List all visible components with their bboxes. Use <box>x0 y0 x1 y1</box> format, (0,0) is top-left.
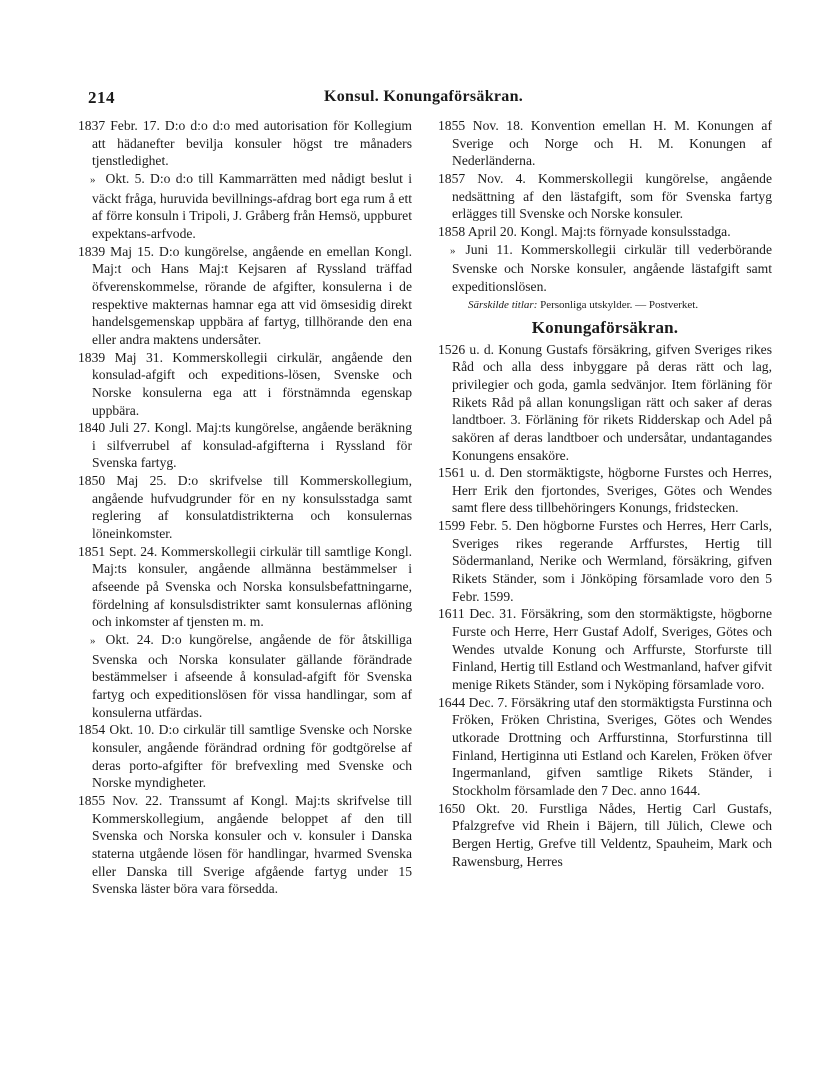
entry-1839-maj-31: 1839 Maj 31. Kommerskollegii cirkulär, angående den konsulad-afgift och expeditions-lösen, Svenske och Norske konsulerna ega att i förstnämnda egenskap uppbära. <box>78 349 412 418</box>
entry-1850-maj-25: 1850 Maj 25. D:o skrifvelse till Kommerskollegium, angående hufvudgrunder för en ny konsulsstadga samt reglering af konsulatdistrikterna och konsulernas löneinkomster. <box>78 473 412 542</box>
entry-1858-juni-11 <box>438 241 772 296</box>
entry-1839-maj-15: 1839 Maj 15. D:o kungörelse, angående en emellan Kongl. Maj:t och Hans Maj:t Kejsaren af Ryssland träffad öfverenskommelse, rörande de afgifter, konsulerna i de respektive makternas hamnar ega att vid ömsesidig direkt handelsgemenskap uppbära af fartyg, tillhörande den ena eller andra maktens undersåter. <box>78 243 412 347</box>
note-label: Särskilde titlar: <box>468 298 538 311</box>
entry-1855-nov-22: 1855 Nov. 22. Transsumt af Kongl. Maj:ts skrifvelse till Kommerskollegium, angående beloppet af den till Svenska och Norska konsuler och v. konsuler i Danska staterna utgående lösen för handlingar, hvarmed Svenska eller Danska till Sverige afgående fartyg under 15 Svenska läster böra vara försedda. <box>78 792 412 897</box>
ditto-mark: » <box>90 635 96 648</box>
left-column <box>78 117 412 898</box>
entry-1858-april-20: 1858 April 20. Kongl. Maj:ts förnyade konsulsstadga. <box>438 223 731 239</box>
entry-1599-febr-5: 1599 Febr. 5. Den högborne Furstes och Herres, Herr Carls, Sveriges rikes regerande Arffurstes, Hertig till Södermanland, Nerike och Wermland, försäkring, gifven Rikets Ständer, som i Jönköping församlade voro den 5 Febr. 1599. <box>438 518 772 604</box>
note-text: Personliga utskylder. — Postverket. <box>540 298 699 311</box>
running-head: Konsul. Konungaförsäkran. <box>324 88 524 105</box>
entry-1837-febr-17: 1837 Febr. 17. D:o d:o d:o med autorisation för Kollegium att hädanefter bevilja konsuler högst tre månaders tjenstledighet. <box>78 118 412 169</box>
right-column <box>438 117 772 870</box>
entry-1857-nov-4: 1857 Nov. 4. Kommerskollegii kungörelse, angående nedsättning af den lästafgift, som för Svenska fartyg erlägges till Svenske och Norske konsuler. <box>438 170 772 222</box>
entry-1851-okt-24 <box>78 631 412 721</box>
entry-text: Okt. 5. D:o d:o till Kammarrätten med nådigt beslut i väckt fråga, huruvida bevillnings-afdrag bort ega rum å ett af förre konsuln i Tripoli, J. Gråberg från Hemsö, uppburet expektans-arfvode. <box>92 170 412 241</box>
entry-text: Okt. 24. D:o kungörelse, angående de för åtskilliga Svenska och Norska konsulater gällande förändrade bestämmelser i afseende å konsulad-afgift för Svenska fartyg och expeditionslösen för vissa handlingar, som af konsulerna utfärdas. <box>92 632 412 720</box>
entry-1840-juli-27: 1840 Juli 27. Kongl. Maj:ts kungörelse, angående beräkning i silfverrubel af konsulad-afgifterna i Ryssland för Svenska fartyg. <box>78 420 412 471</box>
entry-text: Juni 11. Kommerskollegii cirkulär till vederbörande Svenske och Norske konsuler, angående lästafgift samt expeditionslösen. <box>452 241 772 294</box>
page-header <box>88 88 768 112</box>
page-number: 214 <box>88 88 115 107</box>
entry-1837-okt-5 <box>78 170 412 243</box>
entry-1851-sept-24: 1851 Sept. 24. Kommerskollegii cirkulär till samtlige Kongl. Maj:ts konsuler, angående allmänna bestämmelser i afseende på Svenska och Norska konsulsbefattningarne, fördelning af konsulsdistrikter samt konsulernas aflöning och inkomster af tjensten m. m. <box>78 543 412 630</box>
entry-1650-okt-20: 1650 Okt. 20. Furstliga Nådes, Hertig Carl Gustafs, Pfalzgrefve vid Rhein i Bäjern, till Jülich, Clewe och Bergen Hertig, Grefve till Veldentz, Spauheim, Mark och Rawensburg, Herres <box>438 800 772 869</box>
ditto-mark: » <box>90 173 96 186</box>
section-title: Konungaförsäkran. <box>531 317 679 337</box>
entry-1855-nov-18: 1855 Nov. 18. Konvention emellan H. M. Konungen af Sverige och Norge och H. M. Konungen af Nederländerna. <box>438 118 772 169</box>
cross-reference-note <box>438 297 772 313</box>
entry-1854-okt-10: 1854 Okt. 10. D:o cirkulär till samtlige Svenske och Norske konsuler, angående förändrad ordning för godtgörelse af deras porto-afgifter för brefvexling med Svenske och Norske myndigheter. <box>78 722 412 791</box>
entry-1561: 1561 u. d. Den stormäktigste, högborne Furstes och Herres, Herr Erik den fjortondes, Sveriges, Götes och Wendes samt flere dess tillbehöringers Konungs, fridstecken. <box>438 465 772 516</box>
entry-1526: 1526 u. d. Konung Gustafs försäkring, gifven Sveriges rikes Råd och alla dess inbyggare på deras rätt och lag, privilegier och goda, gamla sedvänjor. Item förläning för Rikets Råd på allan konungsligan rätt och saker af deras landtboer. 3. Förläning för rikets Ridderskap och Adel på sakören af deras landtboer och undersåtar, undantagandes Konungens ensaköre. <box>438 341 772 463</box>
entry-1611-dec-31: 1611 Dec. 31. Försäkring, som den stormäktigste, högborne Furste och Herre, Herr Gustaf Adolf, Sveriges, Götes och Wendes utvalde Konung och Arffurste, Storfurste till Finland, Hertig till Estland och Westmanland, hafver gifvit menige Rikets Ständer, som i Nyköping församlade voro. <box>438 606 772 693</box>
ditto-mark: » <box>450 244 456 257</box>
entry-1644-dec-7: 1644 Dec. 7. Försäkring utaf den stormäktigsta Furstinna och Fröken, Fröken Christina, Sveriges, Götes och Wendes utkorade Drottning och Arffurstinna, Storfurstinna till Finland, Hertiginna uti Estland och Karelen, Fröken öfver Ingermanland, gifven samtlige Rikets Ständer, i Stockholm församlade den 7 Dec. anno 1644. <box>438 694 772 798</box>
